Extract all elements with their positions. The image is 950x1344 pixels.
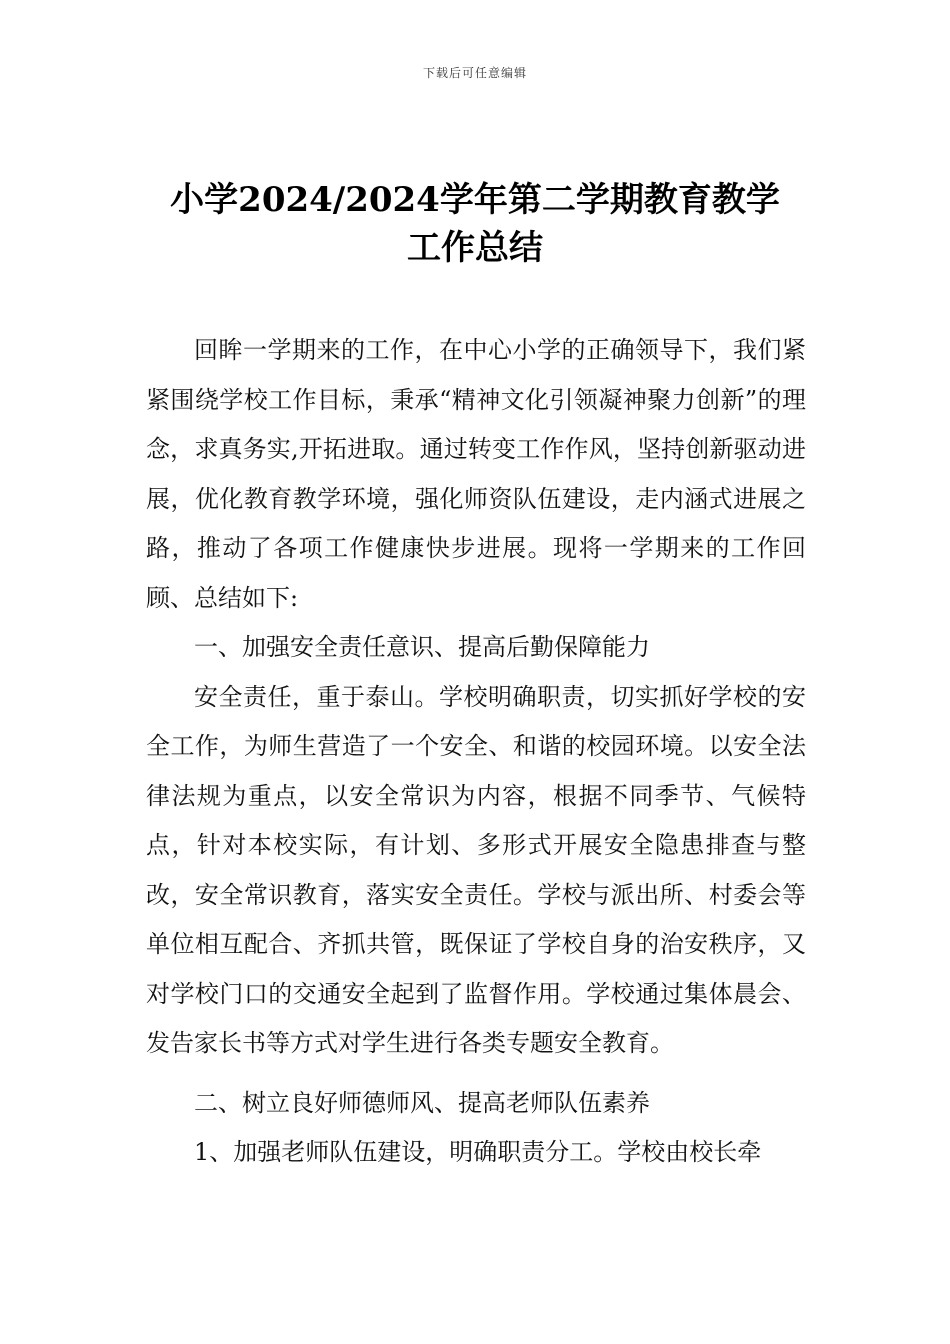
document-body bbox=[146, 326, 806, 1178]
document-title-line-2: 工作总结 bbox=[407, 228, 543, 268]
teacher-team-paragraph: 1、加强老师队伍建设，明确职责分工。学校由校长牵 bbox=[194, 1138, 762, 1166]
intro-paragraph: 回眸一学期来的工作，在中心小学的正确领导下，我们紧紧围绕学校工作目标，秉承“精神文化引领凝神聚力创新”的理念，求真务实,开拓进取。通过转变工作作风，坚持创新驱动进展，优化教育教学环境，强化师资队伍建设，走内涵式进展之路，推动了各项工作健康快步进展。现将一学期来的工作回顾、总结如下: bbox=[146, 336, 806, 612]
section-heading-2: 二、树立良好师德师风、提高老师队伍素养 bbox=[194, 1088, 650, 1117]
document-title-line-1: 小学2024/2024学年第二学期教育教学 bbox=[170, 180, 780, 220]
document-title bbox=[0, 176, 950, 272]
page-header-note: 下载后可任意编辑 bbox=[422, 66, 527, 80]
safety-paragraph: 安全责任，重于泰山。学校明确职责，切实抓好学校的安全工作，为师生营造了一个安全、和谐的校园环境。以安全法律法规为重点，以安全常识为内容，根据不同季节、气候特点，针对本校实际，有计划、多形式开展安全隐患排查与整改，安全常识教育，落实安全责任。学校与派出所、村委会等单位相互配合、齐抓共管，既保证了学校自身的治安秩序，又对学校门口的交通安全起到了监督作用。学校通过集体晨会、发告家长书等方式对学生进行各类专题安全教育。 bbox=[146, 682, 806, 1057]
section-heading-1: 一、加强安全责任意识、提高后勤保障能力 bbox=[194, 633, 650, 661]
